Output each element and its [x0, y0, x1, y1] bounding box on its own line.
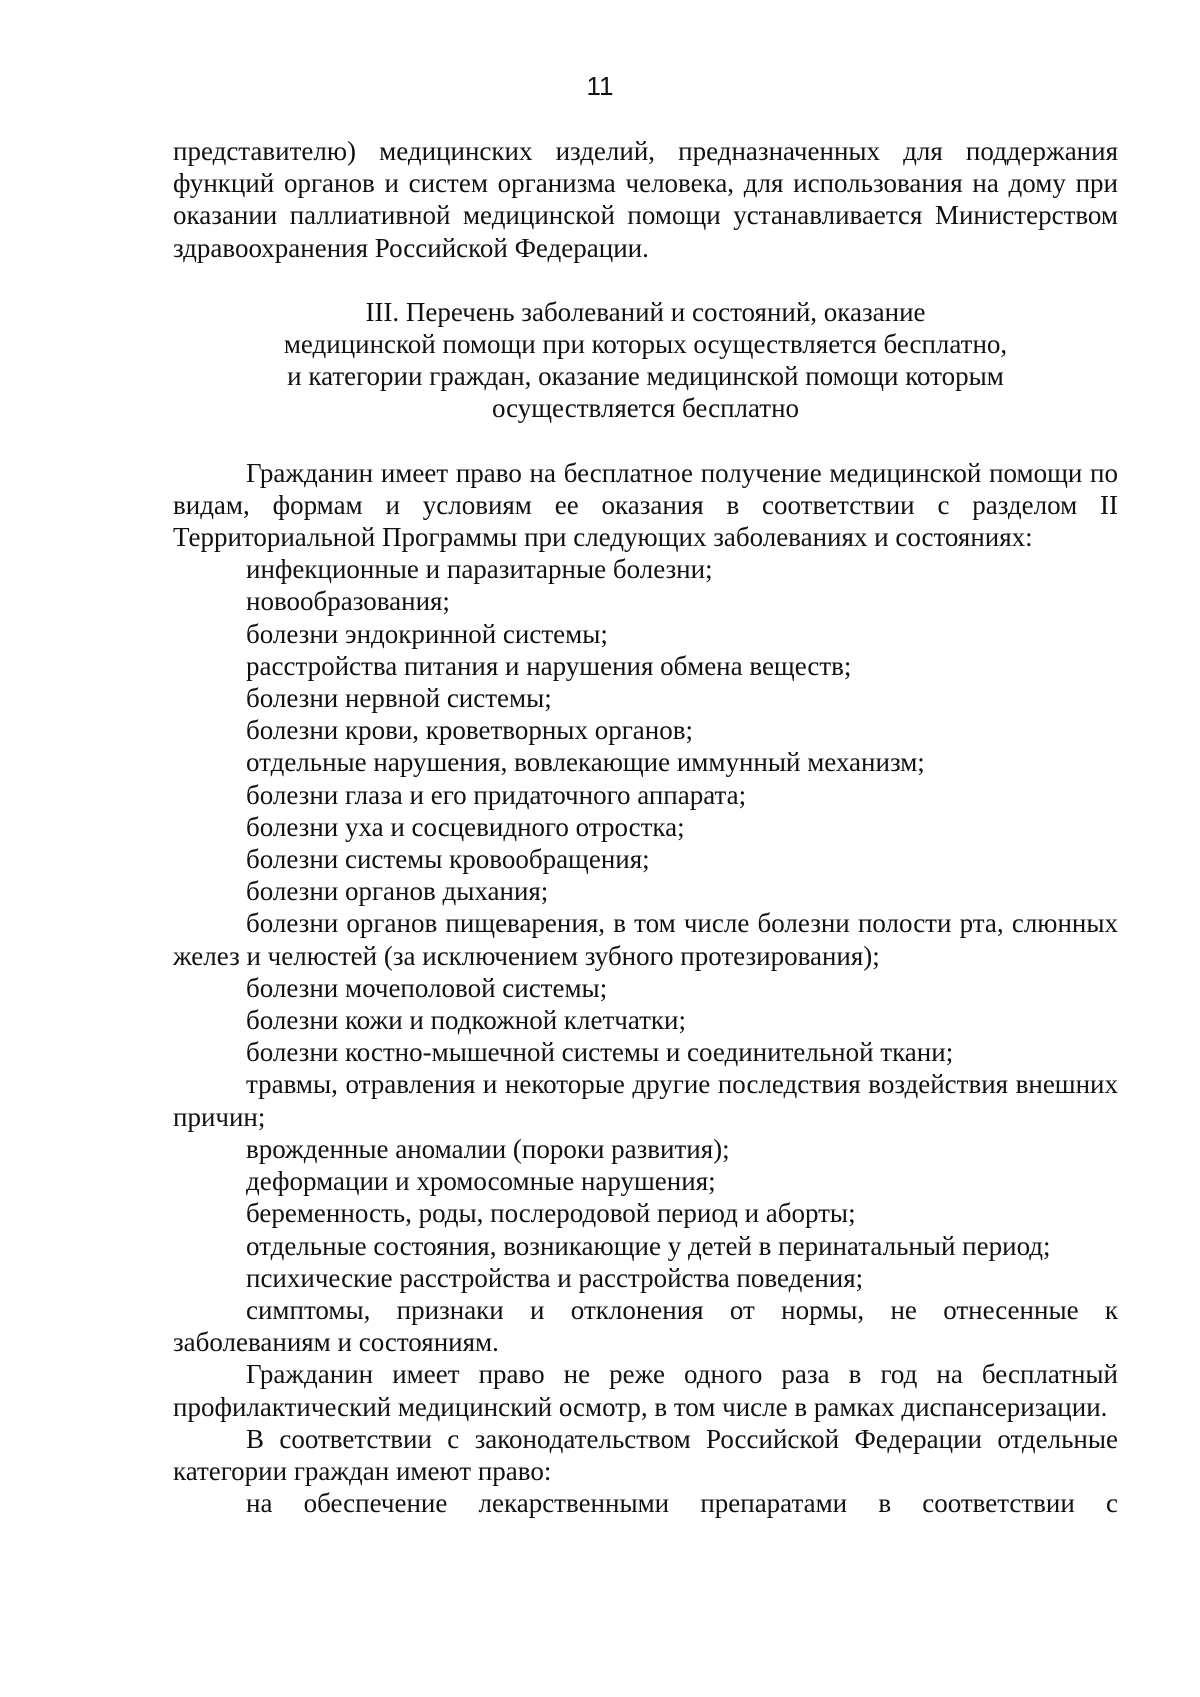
- list-item: врожденные аномалии (пороки развития);: [246, 1133, 730, 1164]
- section-heading-line-1: III. Перечень заболеваний и состояний, оказание: [365, 296, 926, 327]
- list-item: болезни органов дыхания;: [246, 876, 549, 907]
- list-item: расстройства питания и нарушения обмена веществ;: [246, 650, 852, 681]
- list-item: болезни костно-мышечной системы и соединительной ткани;: [246, 1037, 954, 1068]
- conditions-list: [173, 553, 1118, 1358]
- list-item: болезни мочеполовой системы;: [246, 972, 608, 1003]
- checkup-paragraph: Гражданин имеет право не реже одного раза в год на бесплатный профилактический медицинский осмотр, в том числе в рамках диспансеризации.: [173, 1359, 1118, 1422]
- list-item: психические расстройства и расстройства поведения;: [246, 1262, 864, 1293]
- section-heading-line-2: медицинской помощи при которых осуществляется бесплатно,: [283, 329, 1008, 360]
- spacer: [173, 425, 1118, 457]
- list-item: болезни глаза и его придаточного аппарата;: [246, 779, 747, 810]
- list-item: отдельные нарушения, вовлекающие иммунный механизм;: [246, 747, 925, 778]
- list-item: болезни нервной системы;: [246, 683, 552, 714]
- list-item: инфекционные и паразитарные болезни;: [246, 554, 713, 585]
- section-heading-line-3: и категории граждан, оказание медицинской помощи которым: [287, 361, 1004, 392]
- categories-paragraph: В соответствии с законодательством Российской Федерации отдельные категории граждан имеют право:: [173, 1423, 1118, 1486]
- list-item: беременность, роды, послеродовой период и аборты;: [246, 1198, 856, 1229]
- list-item: деформации и хромосомные нарушения;: [246, 1166, 716, 1197]
- list-item: симптомы, признаки и отклонения от нормы, не отнесенные к заболеваниям и состояниям.: [173, 1294, 1118, 1358]
- rights-paragraph: Гражданин имеет право на бесплатное получение медицинской помощи по видам, формам и условиям ее оказания в соответствии с разделом II Территориальной Программы при следующих заболеваниях и состояниях:: [173, 457, 1118, 553]
- section-heading: [173, 296, 1118, 425]
- list-item: болезни органов пищеварения, в том числе болезни полости рта, слюнных желез и челюстей (за исключением зубного протезирования);: [173, 908, 1118, 971]
- section-heading-line-4: осуществляется бесплатно: [491, 393, 800, 424]
- intro-paragraph: представителю) медицинских изделий, предназначенных для поддержания функций органов и систем организма человека, для использования на дому при оказании паллиативной медицинской помощи устанавливается Министерством здравоохранения Российской Федерации.: [173, 136, 1118, 263]
- list-item: болезни системы кровообращения;: [246, 844, 650, 875]
- list-item: болезни крови, кроветворных органов;: [246, 715, 693, 746]
- list-item: на обеспечение лекарственными препаратами в соответствии с: [246, 1488, 1118, 1519]
- spacer: [173, 264, 1118, 296]
- page-content: [173, 135, 1118, 1519]
- list-item: болезни эндокринной системы;: [246, 618, 608, 649]
- list-item: болезни уха и сосцевидного отростка;: [246, 811, 685, 842]
- page-number: 11: [586, 71, 614, 101]
- list-item: травмы, отравления и некоторые другие последствия воздействия внешних причин;: [173, 1069, 1118, 1132]
- list-item: новообразования;: [246, 586, 450, 617]
- list-item: болезни кожи и подкожной клетчатки;: [246, 1005, 687, 1036]
- list-item: отдельные состояния, возникающие у детей в перинатальный период;: [246, 1230, 1051, 1261]
